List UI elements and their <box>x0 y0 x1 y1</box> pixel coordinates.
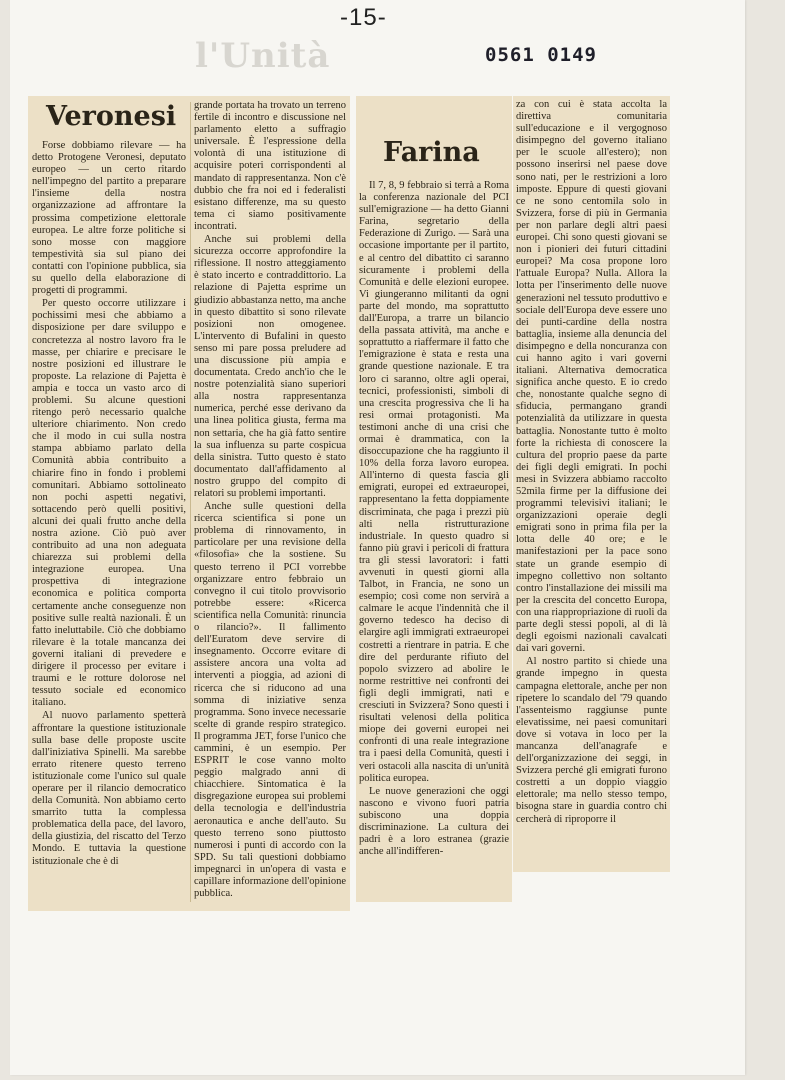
paragraph: Anche sui problemi della sicurezza occorre approfondire la riflessione. Il nostro atteggiamento è stato incerto e contraddittorio. La relazione di Pajetta esprime un giudizio abbastanza netto, ma anche in questo dibattito si sono rilevate posizioni non omogenee. L'intervento di Bufalini in questo senso mi pare possa preludere ad una discussione più ampia e documentata. Credo anch'io che le nostre potenzialità siano superiori alla nostra rappresentanza numerica, perché esse derivano da una linea politica giusta, ferma ma non settaria, che ha già fatto sentire la sua influenza su parte cospicua della sinistra. Tutto questo è stato documentato dall'affidamento al nostro gruppo del compito di relatori su problemi importanti. <box>194 234 346 499</box>
farina-column-1 <box>359 136 509 900</box>
paragraph: za con cui è stata accolta la direttiva comunitaria sull'educazione e il vergognoso disimpegno del governo italiano per le scuole all'estero); non possono inserirsi nel paese dove sono nati, per le restrizioni a loro imposte. Eppure di questi giovani ce ne sono centomila solo in Svizzera, forse di più in Germania per non parlare degli altri paesi europei. Chi sono questi giovani se non i pionieri dei futuri cittadini europei? Ma cosa propone loro l'attuale Europa? Nulla. Allora la lotta per l'inserimento delle nuove generazioni nel tessuto produttivo e sociale dell'Europa deve essere uno dei punti-cardine della nostra battaglia, insieme alla denuncia del disimpegno e della noncuranza con cui hanno agito i vari governi italiani. Alternativa democratica significa anche questo. E io credo che, nonostante qualche segno di sfiducia, permangano grandi potenzialità da utilizzare in questa battaglia. Nonostante tutto è molto forte la richiesta di conoscere la cultura del proprio paese da parte dei figli degli emigrati. In pochi mesi in Svizzera abbiamo raccolto 52mila firme per la diffusione dei programmi televisivi italiani; le organizzazioni operaie degli emigrati sono in prima fila per la lotta delle 40 ore; e le manifestazioni per la pace sono state un grande esempio di impegno collettivo non soltanto contro l'installazione dei missili ma per la crescita del concetto Europa, con una riappropriazione di ruoli da parte degli stessi popoli, al di là degli egoismi nazionali cavalcati dai vari governi. <box>516 99 667 655</box>
page-number: -15- <box>340 4 387 31</box>
newspaper-masthead: l'Unità <box>195 36 331 76</box>
paragraph: Le nuove generazioni che oggi nascono e vivono fuori patria subiscono una doppia discriminazione. La cultura dei padri è a loro estranea (grazie anche all'indifferen- <box>359 785 509 858</box>
archive-stamp-number: 0561 0149 <box>485 44 597 66</box>
veronesi-column-1 <box>32 100 186 908</box>
column-rule <box>190 102 191 902</box>
paragraph: Il 7, 8, 9 febbraio si terrà a Roma la conferenza nazionale del PCI sull'emigrazione — ha detto Gianni Farina, segretario della Federazione di Zurigo. — Sarà una occasione importante per il partito, e al centro del dibattito ci saranno sicuramente i problemi della Comunità e delle elezioni europee. Vi giungeranno militanti da ogni parte del mondo, ma soprattutto dall'Europa, a trarre un bilancio della passata attività, ma anche e soprattutto a riaffermare il fatto che l'emigrazione è stata e resta una grande questione nazionale. E tra loro ci saranno, oltre agli operai, tecnici, professionisti, simboli di una crescita progressiva che li ha resi ormai protagonisti. Ma testimoni anche di una crisi che ormai è drammatica, con la disoccupazione che ha raggiunto il 10% della forza lavoro europea. All'interno di questa fascia gli emigrati, europei ed extraeuropei, rappresentano la fetta doppiamente discriminata, che paga i prezzi più alti nella ristrutturazione industriale. In questo quadro si fanno più gravi i pericoli di frattura tra gli stessi lavoratori: i fatti avvenuti in questi giorni alla Talbot, in Francia, ne sono un esempio; così come non servirà a calmare le acque l'indennità che il governo tedesco ha deciso di elargire agli immigrati extraeuropei costretti a rientrare in patria. E che dire del perdurante rifiuto del popolo svizzero ad abolire le norme restrittive nei confronti dei figli degli immigrati, nati e cresciuti in Svizzera? Sono questi i risultati velenosi della politica miope dei governi europei nei confronti di una reale integrazione tra i paesi della Comunità, questi i veri ostacoli alla nascita di un'unità politica europea. <box>359 180 509 784</box>
paragraph: Per questo occorre utilizzare i pochissimi mesi che abbiamo a disposizione per dare sviluppo e concretezza al nostro lavoro fra le masse, per chiarire e precisare le nostre posizioni ed illustrare le proposte. La relazione di Pajetta è ampia e tocca un vasto arco di problemi. Su alcune questioni ritengo però necessario qualche ulteriore chiarimento. Non credo che il modo in cui sulla nostra stampa abbiamo parlato della Comunità abbia contribuito a chiarire fino in fondo i problemi comunitari. Abbiamo sottolineato non pochi aspetti negativi, sottacendo però quelli positivi, alcuni dei quali frutto anche della nostra azione. Ciò può aver contribuito ad una non adeguata chiarezza sui problemi della integrazione europea. Una prospettiva di integrazione economica e politica comporta certamente anche conseguenze non positive sulle realtà nazionali. È un fatto ineluttabile. Ciò che dobbiamo rilevare è la totale mancanza dei governi italiani di prevedere e dirigere il processo per evitare i traumi e le rotture dolorose nel tessuto sociale ed economico italiano. <box>32 298 186 709</box>
veronesi-column-2 <box>194 100 346 908</box>
paragraph: grande portata ha trovato un terreno fertile di incontro e discussione nel parlamento eletto a suffragio universale. È l'espressione della volontà di una istituzione di acquisire poteri corrispondenti al mandato di rappresentanza. Non c'è dubbio che fra noi ed i federalisti esistano differenze, ma su questo tema ci siamo positivamente incontrati. <box>194 100 346 232</box>
headline-farina: Farina <box>383 137 480 168</box>
farina-column-2 <box>516 99 667 869</box>
paragraph: Al nuovo parlamento spetterà affrontare la questione istituzionale sulla base delle proposte uscite dall'iniziativa Spinelli. Ma sarebbe errato ritenere questo terreno istituzionale come l'unico sul quale operare per il rilancio democratico della Comunità. Non abbiamo certo smarrito tutta la complessa problematica della pace, del lavoro, della giustizia, del riscatto del Terzo Mondo. E tuttavia la questione istituzionale che è di <box>32 710 186 867</box>
headline-veronesi: Veronesi <box>46 101 177 132</box>
paragraph: Al nostro partito si chiede una grande impegno in questa campagna elettorale, anche per non ripetere lo scandalo del '79 quando l'assenteismo raggiunse punte elevatissime, nei paesi comunitari dove si votava in loco per la mancanza dell'anagrafe e dell'organizzazione dei seggi, in Svizzera perché gli emigrati furono costretti a un doppio viaggio elettorale; ma nello stesso tempo, bisogna stare in guardia contro chi cercherà di riproporre il <box>516 656 667 825</box>
paragraph: Forse dobbiamo rilevare — ha detto Protogene Veronesi, deputato europeo — un certo ritardo nell'impegno del partito a preparare l'insieme della nostra organizzazione ad affrontare la prossima competizione elettorale europea. Le altre forze politiche si sono mosse con maggiore tempestività sia sul piano dei contatti con l'opinione pubblica, sia su quello della elaborazione di progetti di programmi. <box>32 140 186 297</box>
paragraph: Anche sulle questioni della ricerca scientifica si pone un problema di rinnovamento, in particolare per una revisione della «filosofia» che la sostiene. Su questo terreno il PCI vorrebbe organizzare entro febbraio un convegno il cui titolo provvisorio potrebbe essere: «Ricerca scientifica nella Comunità: rinuncia o rilancio?». Il fallimento dell'Euratom deve servire di insegnamento. Occorre evitare di assistere ancora una volta ad interventi a pioggia, ad azioni di ricerca che si riducono ad una somma di iniziative senza programma. Sono invece necessarie scelte di grande respiro strategico. Il programma JET, forse l'unico che cammini, è un esempio. Per ESPRIT le cose vanno molto peggio malgrado anni di chiacchiere. Sintomatica è la disgregazione europea sui problemi della tecnologia e dell'industria aeronautica e anche dell'auto. Su questo terreno sono piuttosto numerosi i punti di accordo con la SPD. Su tali questioni dobbiamo impegnarci in un'opera di vasta e capillare informazione dell'opinione pubblica. <box>194 501 346 900</box>
